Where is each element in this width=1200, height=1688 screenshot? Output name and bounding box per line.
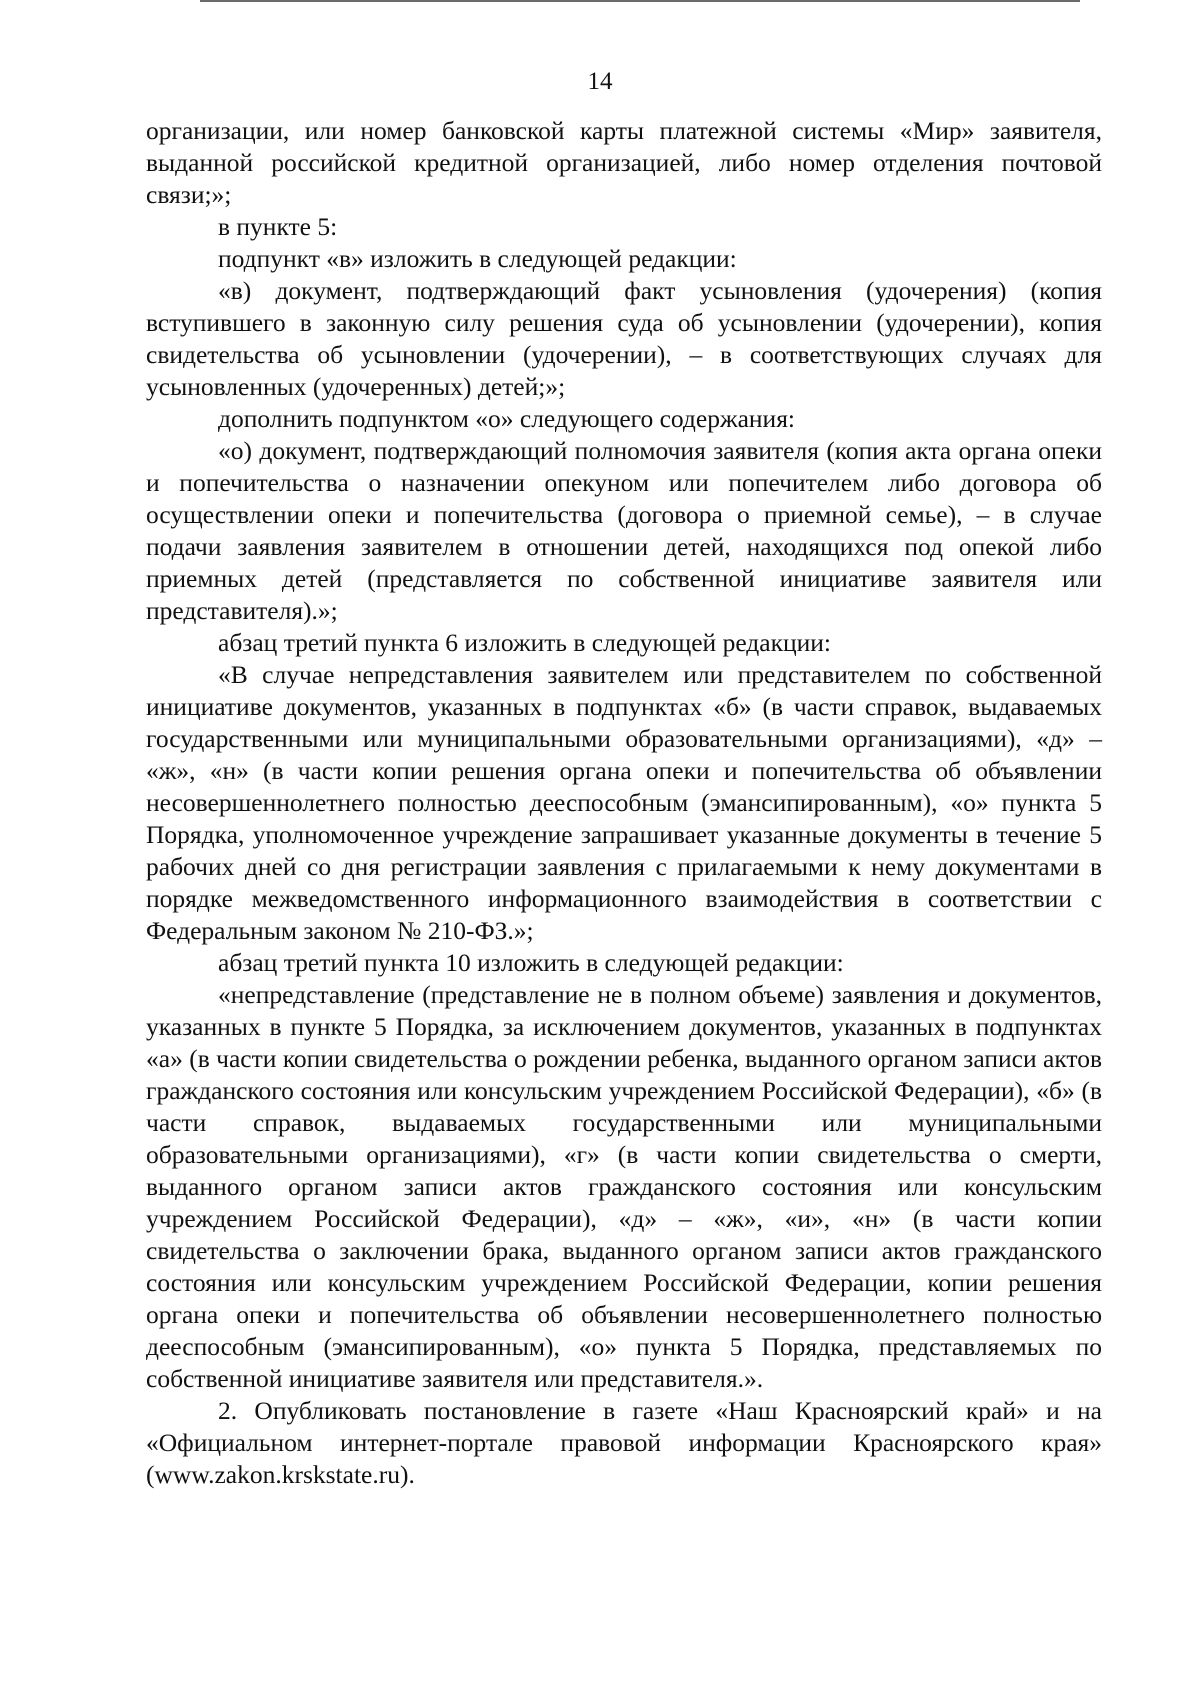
paragraph: подпункт «в» изложить в следующей редакции: bbox=[218, 244, 737, 273]
page-number: 14 bbox=[587, 68, 613, 95]
paragraph: абзац третий пункта 10 изложить в следующей редакции: bbox=[218, 948, 844, 977]
scan-top-edge bbox=[200, 0, 1080, 2]
paragraph: в пункте 5: bbox=[218, 212, 338, 241]
document-body bbox=[146, 115, 1102, 1491]
paragraph: «о) документ, подтверждающий полномочия заявителя (копия акта органа опеки и попечительства о назначении опекуном или попечителем либо договора об осуществлении опеки и попечительства (договора о приемной семье), – в случае подачи заявления заявителем в отношении детей, находящихся под опекой либо приемных детей (представляется по собственной инициативе заявителя или представителя).»; bbox=[146, 436, 1102, 625]
paragraph: дополнить подпунктом «о» следующего содержания: bbox=[218, 404, 796, 433]
paragraph: «непредставление (представление не в полном объеме) заявления и документов, указанных в пункте 5 Порядка, за исключением документов, указанных в подпунктах «а» (в части копии свидетельства о рождении ребенка, выданного органом записи актов гражданского состояния или консульским учреждением Российской Федерации), «б» (в части справок, выдаваемых государственными или муниципальными образовательными организациями), «г» (в части копии свидетельства о смерти, выданного органом записи актов гражданского состояния или консульским учреждением Российской Федерации), «д» – «ж», «и», «н» (в части копии свидетельства о заключении брака, выданного органом записи актов гражданского состояния или консульским учреждением Российской Федерации, копии решения органа опеки и попечительства об объявлении несовершеннолетнего полностью дееспособным (эмансипированным), «о» пункта 5 Порядка, представляемых по собственной инициативе заявителя или представителя.». bbox=[146, 980, 1102, 1393]
paragraph: абзац третий пункта 6 изложить в следующей редакции: bbox=[218, 628, 832, 657]
paragraph: «в) документ, подтверждающий факт усыновления (удочерения) (копия вступившего в законную силу решения суда об усыновлении (удочерении), копия свидетельства об усыновлении (удочерении), – в соответствующих случаях для усыновленных (удочеренных) детей;»; bbox=[146, 276, 1102, 401]
paragraph: «В случае непредставления заявителем или представителем по собственной инициативе документов, указанных в подпунктах «б» (в части справок, выдаваемых государственными или муниципальными образовательными организациями), «д» – «ж», «н» (в части копии решения органа опеки и попечительства об объявлении несовершеннолетнего полностью дееспособным (эмансипированным), «о» пункта 5 Порядка, уполномоченное учреждение запрашивает указанные документы в течение 5 рабочих дней со дня регистрации заявления с прилагаемыми к нему документами в порядке межведомственного информационного взаимодействия в соответствии с Федеральным законом № 210-ФЗ.»; bbox=[146, 660, 1102, 945]
paragraph: 2. Опубликовать постановление в газете «Наш Красноярский край» и на «Официальном интернет-портале правовой информации Красноярского края» (www.zakon.krskstate.ru). bbox=[146, 1396, 1102, 1489]
paragraph-continuation: организации, или номер банковской карты платежной системы «Мир» заявителя, выданной российской кредитной организацией, либо номер отделения почтовой связи;»; bbox=[146, 116, 1102, 209]
